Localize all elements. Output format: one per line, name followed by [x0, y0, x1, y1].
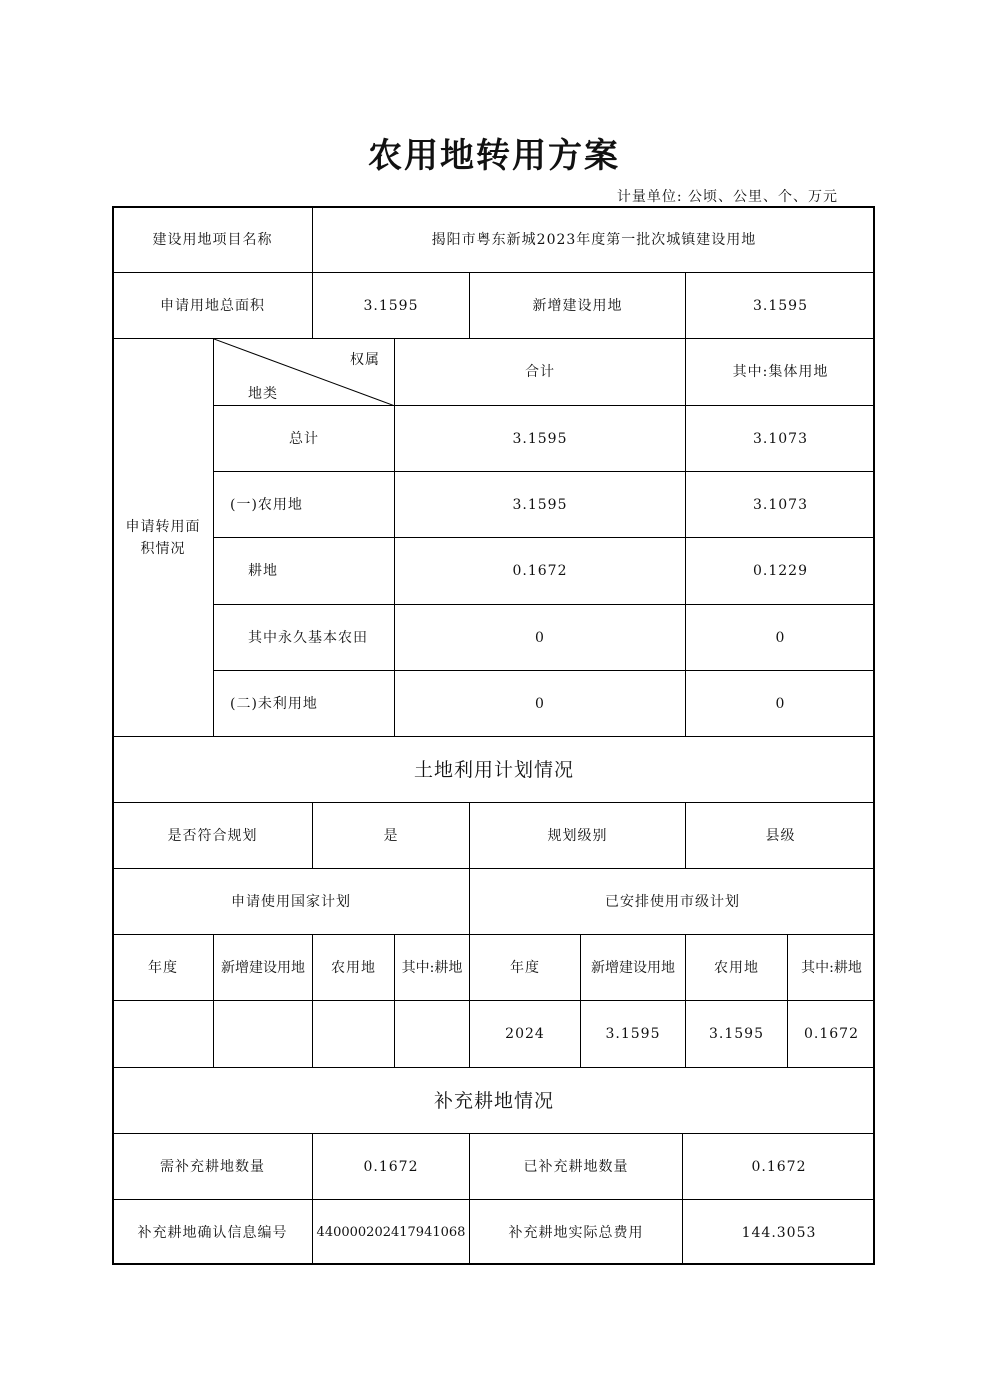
row-collective: 0: [685, 670, 875, 736]
plan-header: 其中:耕地: [787, 934, 875, 1000]
need-label: 需补充耕地数量: [112, 1133, 312, 1199]
plan-value: [312, 1000, 394, 1067]
row-collective: 0: [685, 604, 875, 670]
plan-header: 其中:耕地: [394, 934, 469, 1000]
done-value: 0.1672: [682, 1133, 875, 1199]
conversion-label: [112, 338, 213, 736]
row-collective: 0.1229: [685, 537, 875, 604]
plan-header: 年度: [112, 934, 213, 1000]
done-label: 已补充耕地数量: [469, 1133, 682, 1199]
plan-value: 0.1672: [787, 1000, 875, 1067]
plan-section-title: 土地利用计划情况: [112, 736, 875, 802]
conversion-label-text: 申请转用面积情况: [125, 518, 201, 557]
plan-header: 新增建设用地: [580, 934, 685, 1000]
row-total: 0: [394, 604, 685, 670]
header-landtype: 地类: [248, 386, 278, 402]
unit-note: 计量单位: 公顷、公里、个、万元: [616, 189, 838, 205]
plan-value: 3.1595: [685, 1000, 787, 1067]
cost-value: 144.3053: [682, 1199, 875, 1265]
national-plan-label: 申请使用国家计划: [112, 868, 469, 934]
row-collective: 3.1073: [685, 471, 875, 537]
conform-label: 是否符合规划: [112, 802, 312, 868]
total-area-label: 申请用地总面积: [112, 272, 312, 338]
row-collective: 3.1073: [685, 405, 875, 471]
row-name: (一)农用地: [213, 471, 394, 537]
plan-header: 新增建设用地: [213, 934, 312, 1000]
supplement-section-title: 补充耕地情况: [112, 1067, 875, 1133]
diagonal-header: [213, 338, 394, 405]
col-total-header: 合计: [394, 338, 685, 405]
row-total: 3.1595: [394, 405, 685, 471]
row-name: 总计: [213, 405, 394, 471]
plan-header: 年度: [469, 934, 580, 1000]
id-value: 440000202417941068: [312, 1199, 469, 1265]
level-value: 县级: [685, 802, 875, 868]
cost-label: 补充耕地实际总费用: [469, 1199, 682, 1265]
plan-value: [213, 1000, 312, 1067]
plan-value: [394, 1000, 469, 1067]
id-label: 补充耕地确认信息编号: [112, 1199, 312, 1265]
city-plan-label: 已安排使用市级计划: [469, 868, 875, 934]
plan-header: 农用地: [685, 934, 787, 1000]
plan-value: 2024: [469, 1000, 580, 1067]
row-total: 0: [394, 670, 685, 736]
plan-value: 3.1595: [580, 1000, 685, 1067]
project-name-label: 建设用地项目名称: [112, 206, 312, 272]
plan-value: [112, 1000, 213, 1067]
row-name: 耕地: [213, 537, 394, 604]
new-construction-label: 新增建设用地: [469, 272, 685, 338]
row-name: 其中永久基本农田: [213, 604, 394, 670]
total-area-value: 3.1595: [312, 272, 469, 338]
col-collective-header: 其中:集体用地: [685, 338, 875, 405]
need-value: 0.1672: [312, 1133, 469, 1199]
page-title: 农用地转用方案: [368, 136, 620, 176]
row-total: 3.1595: [394, 471, 685, 537]
header-ownership: 权属: [350, 352, 380, 368]
row-total: 0.1672: [394, 537, 685, 604]
project-name-value: 揭阳市粤东新城2023年度第一批次城镇建设用地: [312, 206, 875, 272]
level-label: 规划级别: [469, 802, 685, 868]
row-name: (二)未利用地: [213, 670, 394, 736]
new-construction-value: 3.1595: [685, 272, 875, 338]
conform-value: 是: [312, 802, 469, 868]
plan-header: 农用地: [312, 934, 394, 1000]
